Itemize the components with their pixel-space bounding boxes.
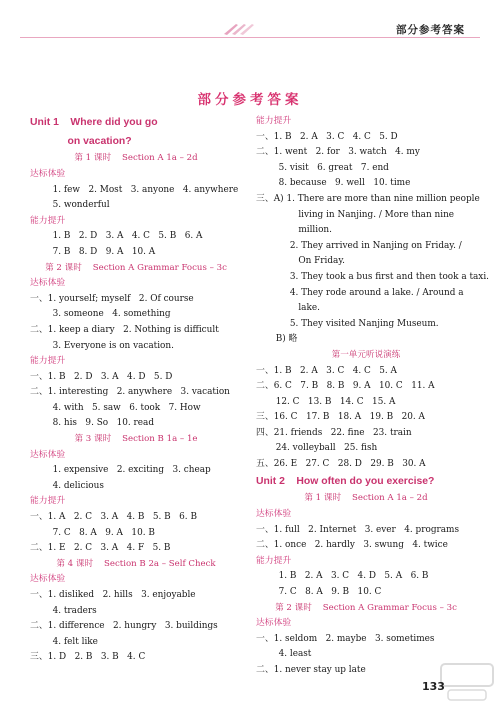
left-answer-line: 二、1. interesting 2. anywhere 3. vacation bbox=[30, 387, 230, 398]
left-answer-line: 二、1. E 2. C 3. A 4. F 5. B bbox=[30, 543, 171, 554]
right-answer-line: 二、6. C 7. B 8. B 9. A 10. C 11. A bbox=[256, 381, 435, 392]
right-answer-line: 三、16. C 17. B 18. A 19. B 20. A bbox=[256, 412, 425, 423]
right-answer-line: 二、1. never stay up late bbox=[256, 664, 366, 675]
right-section-label: 能力提升 bbox=[256, 555, 292, 566]
right-answer-line: 五、26. E 27. C 28. D 29. B 30. A bbox=[256, 459, 426, 470]
page-number: 133 bbox=[422, 680, 445, 693]
left-lesson-heading: 第 1 课时 Section A 1a – 2d bbox=[74, 153, 198, 164]
right-answer-line: 8. because 9. well 10. time bbox=[256, 178, 411, 189]
left-answer-line: 一、1. A 2. C 3. A 4. B 5. B 6. B bbox=[30, 512, 197, 523]
left-answer-line: 5. wonderful bbox=[30, 200, 110, 211]
left-answer-line: 1. B 2. D 3. A 4. C 5. B 6. A bbox=[30, 231, 203, 242]
left-section-label: 能力提升 bbox=[30, 215, 66, 226]
left-answer-line: 4. felt like bbox=[30, 636, 98, 647]
left-answer-line: 一、1. B 2. D 3. A 4. D 5. D bbox=[30, 371, 173, 382]
right-answer-line: 7. C 8. A 9. B 10. C bbox=[256, 586, 382, 597]
left-answer-line: 8. his 9. So 10. read bbox=[30, 418, 155, 429]
right-answer-line: 4. They rode around a lake. / Around a bbox=[256, 287, 464, 298]
left-section-label: 能力提升 bbox=[30, 496, 66, 507]
left-answer-line: 4. traders bbox=[30, 605, 97, 616]
right-section-label: 达标体验 bbox=[256, 618, 292, 629]
left-section-label: 达标体验 bbox=[30, 449, 66, 460]
right-answer-line: 一、1. full 2. Internet 3. ever 4. programs bbox=[256, 524, 460, 535]
left-lesson-heading: 第 2 课时 Section A Grammar Focus – 3c bbox=[45, 262, 227, 273]
left-answer-line: 一、1. yourself; myself 2. Of course bbox=[30, 293, 194, 304]
page-title: 部分参考答案 bbox=[197, 92, 303, 108]
left-answer-line: 3. someone 4. something bbox=[30, 309, 171, 320]
right-answer-line: 24. volleyball 25. fish bbox=[256, 443, 378, 454]
right-answer-line: 二、1. went 2. for 3. watch 4. my bbox=[256, 147, 420, 158]
left-section-label: 达标体验 bbox=[30, 574, 66, 585]
right-answer-line: 一、1. B 2. A 3. C 4. C 5. D bbox=[256, 131, 398, 142]
right-lesson-heading: 第 1 课时 Section A 1a – 2d bbox=[304, 493, 428, 504]
right-answer-line: 4. least bbox=[256, 649, 312, 660]
left-section-label: 能力提升 bbox=[30, 356, 66, 367]
left-answer-line: 一、1. disliked 2. hills 3. enjoyable bbox=[30, 590, 196, 600]
page-header bbox=[0, 0, 500, 46]
right-answer-line: 2. They arrived in Nanjing on Friday. / bbox=[256, 240, 462, 251]
right-answer-line: On Friday. bbox=[256, 256, 345, 267]
right-answer-line: 5. visit 6. great 7. end bbox=[256, 162, 389, 173]
right-section-label: 能力提升 bbox=[256, 116, 292, 126]
right-lesson-heading: 第一单元听说演练 bbox=[331, 349, 401, 360]
left-lesson-heading: 第 3 课时 Section B 1a – 1e bbox=[74, 434, 198, 445]
right-answer-line: 二、1. once 2. hardly 3. swung 4. twice bbox=[256, 540, 448, 551]
left-unit-heading: on vacation? bbox=[30, 135, 132, 147]
right-column bbox=[256, 114, 489, 678]
left-answer-line: 7. B 8. D 9. A 10. A bbox=[30, 246, 156, 257]
right-answer-line: 一、1. seldom 2. maybe 3. sometimes bbox=[256, 633, 435, 644]
right-section-label: 达标体验 bbox=[256, 508, 292, 519]
watermark-stamp-icon bbox=[438, 660, 496, 704]
left-answer-line: 4. with 5. saw 6. took 7. How bbox=[30, 402, 201, 413]
left-answer-line: 1. few 2. Most 3. anyone 4. anywhere bbox=[30, 184, 239, 195]
right-answer-line: 四、21. friends 22. fine 23. train bbox=[256, 427, 412, 438]
right-answer-line: 5. They visited Nanjing Museum. bbox=[256, 318, 439, 329]
left-answer-line: 1. expensive 2. exciting 3. cheap bbox=[30, 465, 211, 476]
right-answer-line: million. bbox=[256, 225, 332, 236]
right-answer-line: 12. C 13. B 14. C 15. A bbox=[256, 396, 396, 407]
left-answer-line: 3. Everyone is on vacation. bbox=[30, 340, 174, 351]
right-answer-line: 3. They took a bus first and then took a taxi. bbox=[256, 271, 489, 282]
right-unit-heading: Unit 2 How often do you exercise? bbox=[256, 475, 435, 487]
left-unit-heading: Unit 1 Where did you go bbox=[30, 117, 158, 128]
left-lesson-heading: 第 4 课时 Section B 2a – Self Check bbox=[56, 558, 216, 569]
feather-decoration-icon bbox=[222, 22, 258, 36]
right-lesson-heading: 第 2 课时 Section A Grammar Focus – 3c bbox=[275, 602, 457, 613]
left-section-label: 达标体验 bbox=[30, 278, 66, 289]
header-rule bbox=[20, 37, 480, 38]
left-answer-line: 7. C 8. A 9. A 10. B bbox=[30, 527, 155, 538]
left-section-label: 达标体验 bbox=[30, 168, 66, 179]
left-column bbox=[30, 114, 242, 666]
right-answer-line: B) 略 bbox=[256, 334, 298, 345]
right-answer-line: lake. bbox=[256, 303, 320, 314]
left-answer-line: 二、1. difference 2. hungry 3. buildings bbox=[30, 621, 218, 632]
right-answer-line: 一、1. B 2. A 3. C 4. C 5. A bbox=[256, 365, 397, 376]
left-answer-line: 二、1. keep a diary 2. Nothing is difficult bbox=[30, 324, 219, 335]
left-answer-line: 4. delicious bbox=[30, 480, 104, 491]
right-answer-line: 三、A) 1. There are more than nine million people bbox=[256, 193, 480, 204]
right-answer-line: 1. B 2. A 3. C 4. D 5. A 6. B bbox=[256, 571, 429, 582]
left-answer-line: 三、1. D 2. B 3. B 4. C bbox=[30, 652, 146, 663]
right-answer-line: living in Nanjing. / More than nine bbox=[256, 209, 455, 220]
header-title: 部分参考答案 bbox=[396, 24, 465, 36]
